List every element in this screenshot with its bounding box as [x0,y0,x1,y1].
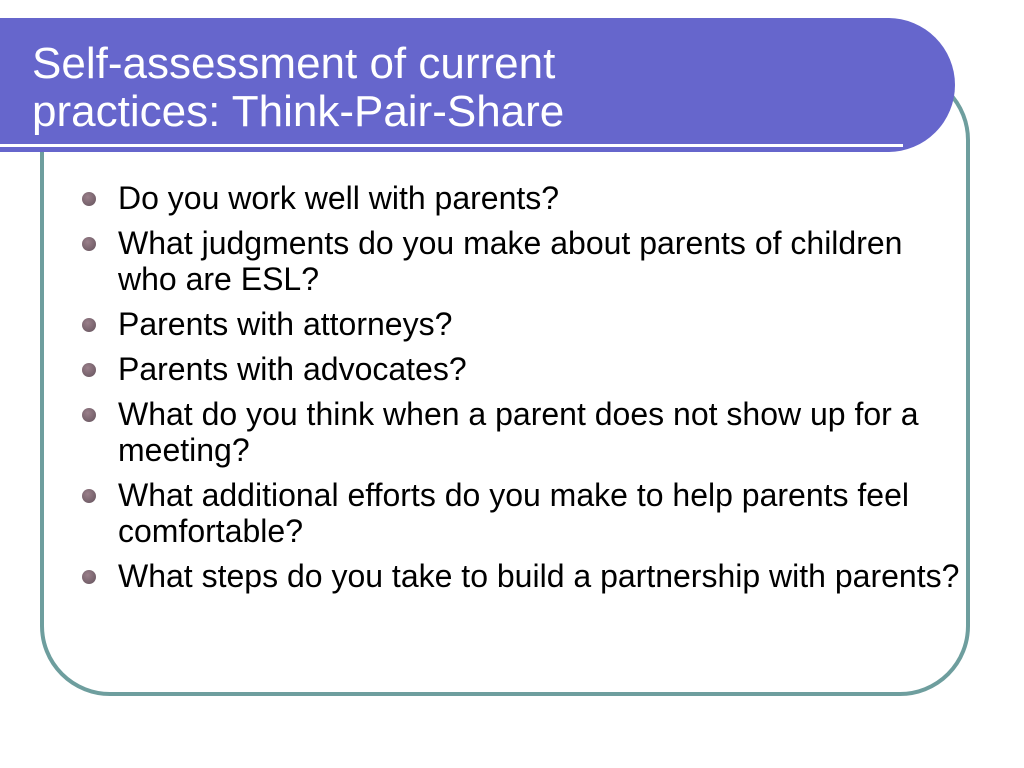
bullet-dot-icon [82,363,96,377]
bullet-list [80,180,960,603]
bullet-item [80,477,960,549]
bullet-item [80,225,960,297]
bullet-dot-icon [82,408,96,422]
bullet-dot-icon [82,318,96,332]
bullet-item [80,558,960,594]
bullet-item [80,396,960,468]
bullet-text: What judgments do you make about parents of children who are ESL? [118,225,903,297]
bullet-text: What additional efforts do you make to help parents feel comfortable? [118,477,909,549]
bullet-text: Parents with attorneys? [118,306,453,342]
bullet-text: Do you work well with parents? [118,180,560,216]
title-bar [0,18,955,152]
bullet-text: Parents with advocates? [118,351,467,387]
slide-title-line-1: Self-assessment of current [32,39,556,88]
bullet-item [80,306,960,342]
bullet-item [80,351,960,387]
bullet-dot-icon [82,489,96,503]
bullet-dot-icon [82,570,96,584]
title-underline [0,144,903,147]
bullet-text: What steps do you take to build a partnership with parents? [118,558,960,594]
bullet-dot-icon [82,237,96,251]
slide-title [32,40,912,136]
bullet-dot-icon [82,192,96,206]
slide-title-line-2: practices: Think-Pair-Share [32,87,565,136]
bullet-text: What do you think when a parent does not show up for a meeting? [118,396,919,468]
bullet-item [80,180,960,216]
